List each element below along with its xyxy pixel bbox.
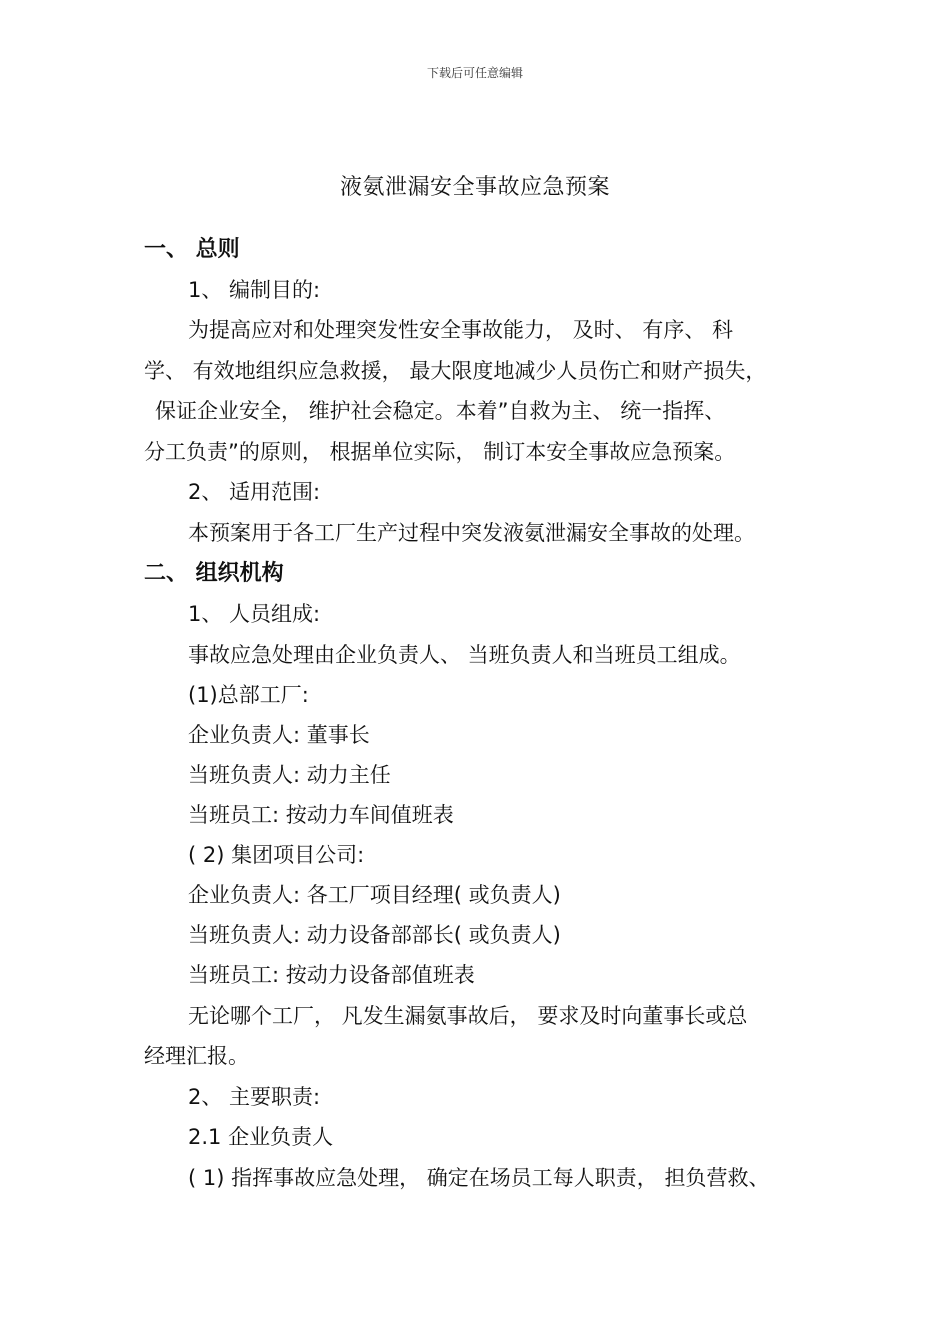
paragraph-line: ( 1) 指挥事故应急处理， 确定在场员工每人职责， 担负营救、 — [188, 1166, 770, 1190]
document-title: 液氨泄漏安全事故应急预案 — [339, 175, 610, 200]
paragraph-line: 事故应急处理由企业负责人、 当班负责人和当班员工组成。 — [188, 643, 741, 667]
list-item: 企业负责人: 董事长 — [188, 723, 370, 747]
paragraph-line: 无论哪个工厂， 凡发生漏氨事故后， 要求及时向董事长或总 — [188, 1004, 748, 1028]
subsection-purpose: 1、 编制目的: — [188, 278, 321, 302]
subsection-scope: 2、 适用范围: — [188, 480, 321, 504]
list-item: 当班员工: 按动力车间值班表 — [188, 803, 454, 827]
list-item: (1)总部工厂: — [188, 683, 309, 707]
paragraph-line: 经理汇报。 — [144, 1044, 249, 1068]
subsection-heading: 2.1 企业负责人 — [188, 1125, 334, 1149]
list-item: 当班负责人: 动力设备部部长( 或负责人) — [188, 923, 561, 947]
list-item: 企业负责人: 各工厂项目经理( 或负责人) — [188, 883, 561, 907]
section-heading-general: 一、 总则 — [144, 237, 240, 262]
paragraph-line: 为提高应对和处理突发性安全事故能力， 及时、 有序、 科 — [188, 318, 734, 342]
paragraph-line: 分工负责”的原则， 根据单位实际， 制订本安全事故应急预案。 — [144, 440, 736, 464]
paragraph-line: 本预案用于各工厂生产过程中突发液氨泄漏安全事故的处理。 — [188, 521, 755, 545]
page-header: 下载后可任意编辑 — [426, 66, 523, 80]
subsection-duties: 2、 主要职责: — [188, 1085, 321, 1109]
list-item: 当班负责人: 动力主任 — [188, 763, 391, 787]
subsection-members: 1、 人员组成: — [188, 602, 321, 626]
section-heading-organization: 二、 组织机构 — [144, 561, 284, 586]
paragraph-line: 保证企业安全， 维护社会稳定。本着”自救为主、 统一指挥、 — [155, 399, 726, 423]
list-item: ( 2) 集团项目公司: — [188, 843, 365, 867]
list-item: 当班员工: 按动力设备部值班表 — [188, 963, 475, 987]
paragraph-line: 学、 有效地组织应急救援， 最大限度地减少人员伤亡和财产损失， — [144, 359, 767, 383]
